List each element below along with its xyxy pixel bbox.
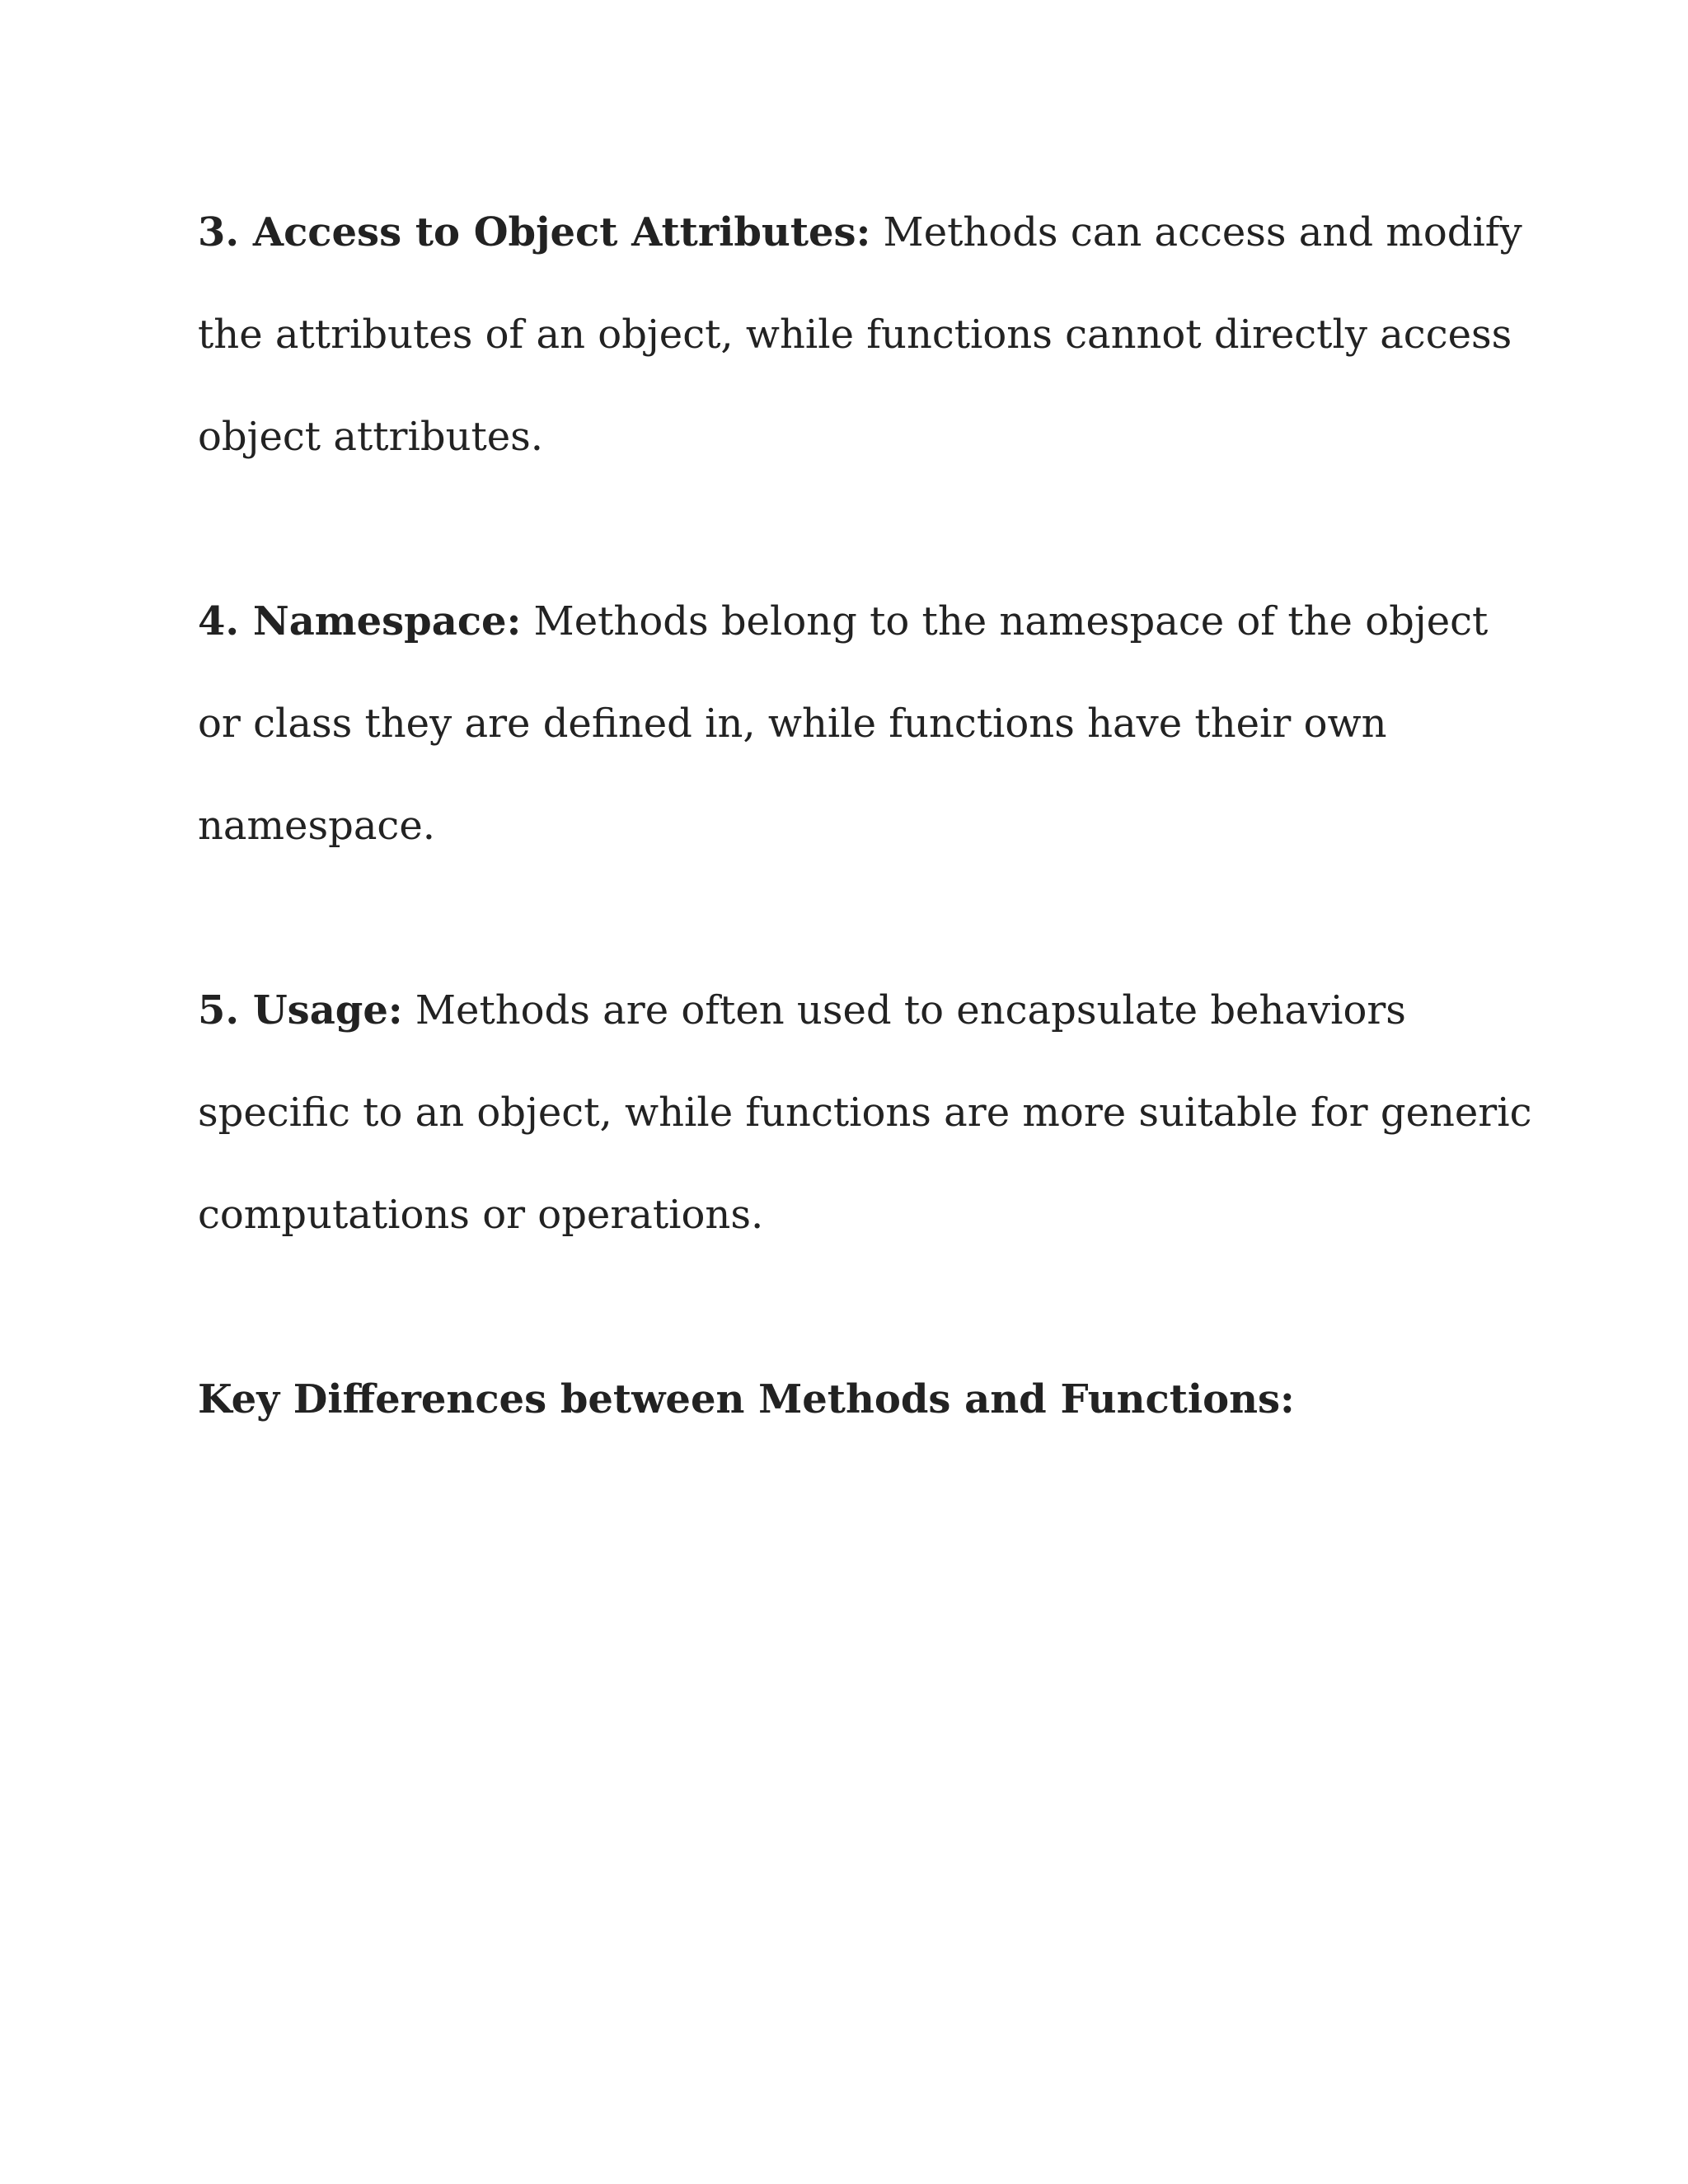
paragraph-text: Methods belong to the namespace of the object or class they are defined in, while functions have their own namespace. bbox=[198, 598, 1489, 849]
paragraph-lead: 3. Access to Object Attributes: bbox=[198, 209, 871, 255]
document-body bbox=[198, 181, 1533, 1451]
paragraph-namespace bbox=[198, 570, 1533, 877]
paragraph-text: Methods are often used to encapsulate behaviors specific to an object, while functions are more suitable for generic computations or operations. bbox=[198, 987, 1532, 1238]
paragraph-lead: 5. Usage: bbox=[198, 987, 403, 1033]
paragraph-lead: 4. Namespace: bbox=[198, 598, 522, 644]
section-heading: Key Differences between Methods and Functions: bbox=[198, 1376, 1295, 1422]
paragraph-usage bbox=[198, 959, 1533, 1266]
paragraph-text: Methods can access and modify the attributes of an object, while functions cannot directly access object attributes. bbox=[198, 209, 1522, 460]
paragraph-access-to-object-attributes bbox=[198, 181, 1533, 488]
